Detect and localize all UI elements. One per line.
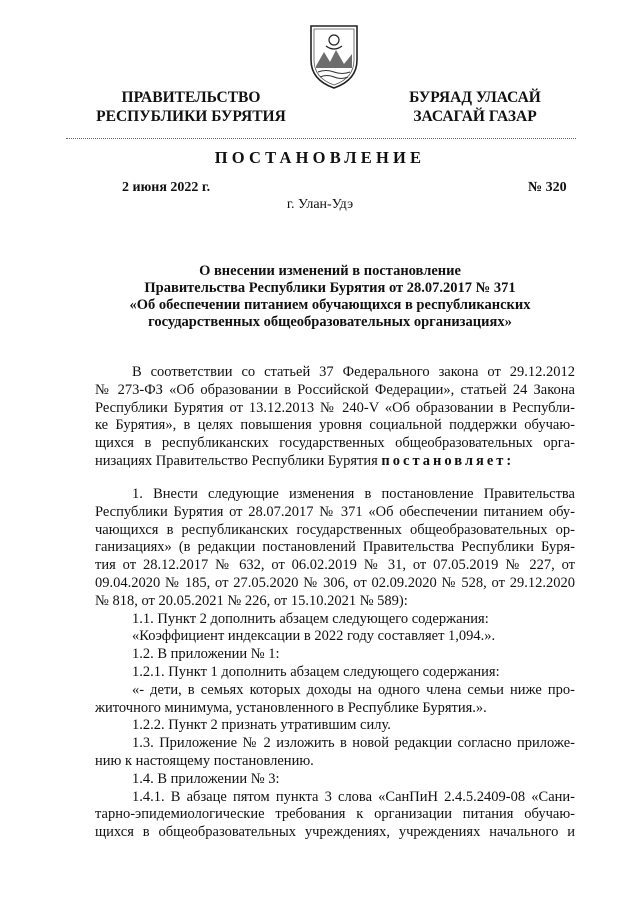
government-name-bua bbox=[395, 88, 555, 126]
text-line: ганизациях» (в редакции постановлений Правительства Республики Буря- bbox=[95, 539, 575, 556]
text-line: 1.1. Пункт 2 дополнить абзацем следующего содержания: bbox=[132, 610, 489, 627]
government-name-ru bbox=[86, 88, 296, 126]
text-line: В соответствии со статьей 37 Федерального закона от 29.12.2012 bbox=[132, 364, 575, 380]
preamble-paragraph bbox=[95, 364, 575, 471]
header-left-line2: РЕСПУБЛИКИ БУРЯТИЯ bbox=[96, 108, 286, 125]
text-line: 1.2. В приложении № 1: bbox=[132, 646, 280, 663]
text-line: щихся в республиканских государственных общеобразовательных орга- bbox=[95, 435, 575, 452]
text-line: 09.04.2020 № 185, от 27.05.2020 № 306, от 02.09.2020 № 528, от 29.12.2020 bbox=[95, 574, 575, 591]
text-line: 1.4.1. В абзаце пятом пункта 3 слова «СанПиН 2.4.5.2409-08 «Сани- bbox=[132, 788, 575, 805]
subject-line: Правительства Республики Бурятия от 28.07.2017 № 371 bbox=[144, 280, 516, 296]
document-city: г. Улан-Удэ bbox=[286, 197, 354, 212]
text-line: житочного минимума, установленного в Республике Бурятия.». bbox=[95, 699, 487, 716]
subject-line: «Об обеспечении питанием обучающихся в республиканских bbox=[129, 297, 531, 313]
text-line: 1. Внести следующие изменения в постановление Правительства bbox=[132, 486, 575, 502]
text-line: ке Бурятия», в целях повышения уровня социальной поддержки обучаю- bbox=[95, 417, 575, 434]
text-line: «- дети, в семьях которых доходы на одного члена семьи ниже про- bbox=[132, 681, 575, 698]
document-number: № 320 bbox=[528, 180, 567, 195]
text-line: Республики Бурятия от 28.07.2017 № 371 «Об обеспечении питанием обу- bbox=[95, 503, 575, 520]
text-line: 1.4. В приложении № 3: bbox=[132, 770, 280, 787]
text-line: № 273-ФЗ «Об образовании в Российской Федерации», статьей 24 Закона bbox=[95, 381, 575, 398]
text-line: чающихся в республиканских государственных общеобразовательных ор- bbox=[95, 521, 575, 538]
document-date: 2 июня 2022 г. bbox=[122, 180, 211, 195]
text-line bbox=[95, 453, 575, 471]
document-subject bbox=[100, 263, 560, 331]
text-line: щихся в общеобразовательных учреждениях, учреждениях начального и bbox=[95, 824, 575, 841]
header-left-line1: ПРАВИТЕЛЬСТВО bbox=[121, 89, 261, 106]
text-line: нию к настоящему постановлению. bbox=[95, 752, 314, 769]
header-right-line1: БУРЯАД УЛАСАЙ bbox=[409, 89, 541, 106]
text-line: Республики Бурятия от 13.12.2013 № 240-V «Об образовании в Республи- bbox=[95, 399, 575, 416]
subject-line: О внесении изменений в постановление bbox=[199, 263, 461, 279]
text-line: 1.2.1. Пункт 1 дополнить абзацем следующего содержания: bbox=[132, 663, 500, 680]
text-line: «Коэффициент индексации в 2022 году составляет 1,094.». bbox=[132, 628, 496, 645]
header-divider bbox=[66, 138, 576, 139]
document-type: ПОСТАНОВЛЕНИЕ bbox=[214, 148, 426, 167]
subject-line: государственных общеобразовательных организациях» bbox=[148, 314, 512, 330]
amendments-list bbox=[95, 486, 575, 842]
preamble-last-text: низациях Правительство Республики Бурятия bbox=[95, 452, 382, 469]
text-line: 1.3. Приложение № 2 изложить в новой редакции согласно приложе- bbox=[132, 735, 575, 752]
coat-of-arms-icon bbox=[306, 22, 362, 90]
text-line: № 818, от 20.05.2021 № 226, от 15.10.2021 № 589): bbox=[95, 592, 408, 609]
header-right-line2: ЗАСАГАЙ ГАЗАР bbox=[413, 108, 537, 125]
text-line: 1.2.2. Пункт 2 признать утратившим силу. bbox=[132, 717, 391, 734]
text-line: тия от 28.12.2017 № 632, от 06.02.2019 № 31, от 07.05.2019 № 227, от bbox=[95, 557, 575, 574]
preamble-operative-word: постановляет: bbox=[381, 452, 515, 469]
text-line: тарно-эпидемиологические требования к организации питания обучаю- bbox=[95, 806, 575, 823]
